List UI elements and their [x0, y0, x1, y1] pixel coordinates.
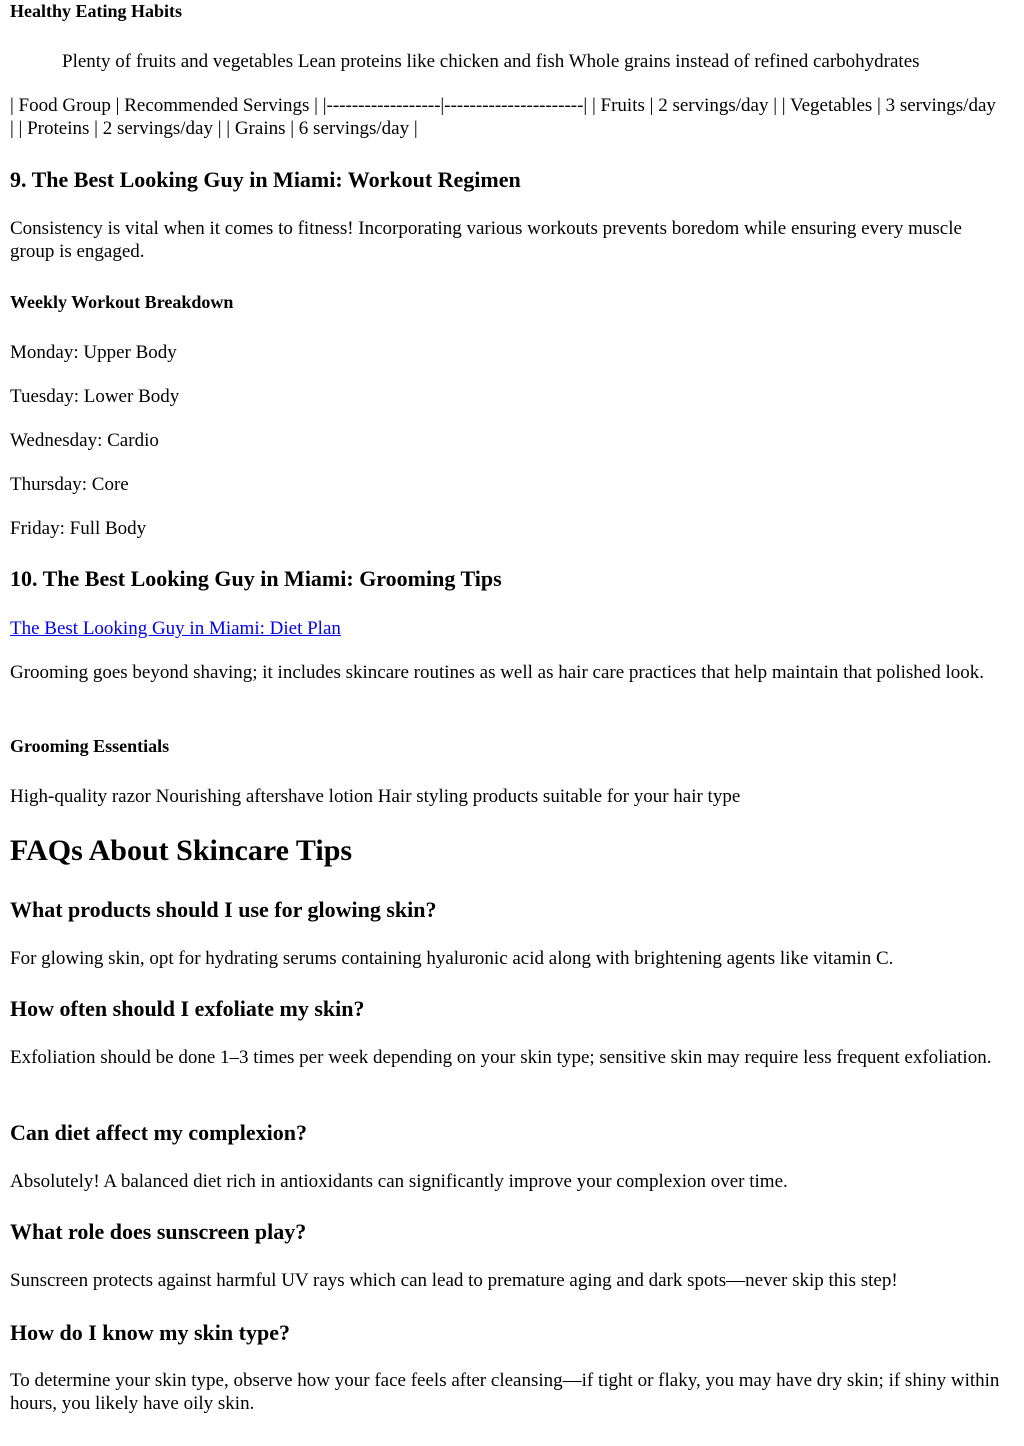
- healthy-eating-list: Plenty of fruits and vegetables Lean proteins like chicken and fish Whole grains instead of refined carbohydrates: [62, 51, 920, 72]
- workout-day-thursday: Thursday: Core: [10, 474, 129, 495]
- workout-heading: 9. The Best Looking Guy in Miami: Workout Regimen: [10, 167, 521, 192]
- faq-answer-2: Exfoliation should be done 1–3 times per week depending on your skin type; sensitive skin may require less frequent exfoliation.: [10, 1047, 992, 1068]
- healthy-eating-heading: Healthy Eating Habits: [10, 1, 183, 21]
- grooming-subheading: Grooming Essentials: [10, 736, 170, 756]
- workout-day-monday: Monday: Upper Body: [10, 342, 177, 363]
- workout-day-friday: Friday: Full Body: [10, 518, 147, 539]
- faq-answer-1: For glowing skin, opt for hydrating serums containing hyaluronic acid along with brightening agents like vitamin C.: [10, 948, 894, 969]
- diet-plan-link[interactable]: The Best Looking Guy in Miami: Diet Plan: [10, 618, 341, 639]
- workout-day-wednesday: Wednesday: Cardio: [10, 430, 159, 451]
- faq-answer-5: To determine your skin type, observe how your face feels after cleansing—if tight or flaky, you may have dry skin; if shiny within hours, you likely have oily skin.: [10, 1370, 1000, 1414]
- faq-question-1: What products should I use for glowing skin?: [10, 897, 437, 922]
- faq-question-4: What role does sunscreen play?: [10, 1219, 307, 1244]
- grooming-heading: 10. The Best Looking Guy in Miami: Grooming Tips: [10, 566, 502, 591]
- workout-intro: Consistency is vital when it comes to fitness! Incorporating various workouts prevents boredom while ensuring every muscle group is engaged.: [10, 218, 962, 262]
- faq-answer-4: Sunscreen protects against harmful UV rays which can lead to premature aging and dark spots—never skip this step!: [10, 1270, 898, 1291]
- workout-subheading: Weekly Workout Breakdown: [10, 292, 234, 312]
- food-group-table-text: | Food Group | Recommended Servings | |------------------|----------------------| | Fruits | 2 servings/day | | Vegetables | 3 servings/day | | Proteins | 2 servings/day | | Grains | 6 servings/day |: [10, 95, 996, 139]
- grooming-essentials: High-quality razor Nourishing aftershave lotion Hair styling products suitable for your hair type: [10, 786, 741, 807]
- workout-day-tuesday: Tuesday: Lower Body: [10, 386, 180, 407]
- faq-question-5: How do I know my skin type?: [10, 1320, 290, 1345]
- faq-question-3: Can diet affect my complexion?: [10, 1120, 307, 1145]
- diet-plan-link-wrapper: [10, 617, 1004, 640]
- grooming-intro: Grooming goes beyond shaving; it includes skincare routines as well as hair care practices that help maintain that polished look.: [10, 662, 985, 683]
- faq-answer-3: Absolutely! A balanced diet rich in antioxidants can significantly improve your complexion over time.: [10, 1171, 788, 1192]
- faqs-heading: FAQs About Skincare Tips: [10, 834, 353, 867]
- faq-question-2: How often should I exfoliate my skin?: [10, 996, 365, 1021]
